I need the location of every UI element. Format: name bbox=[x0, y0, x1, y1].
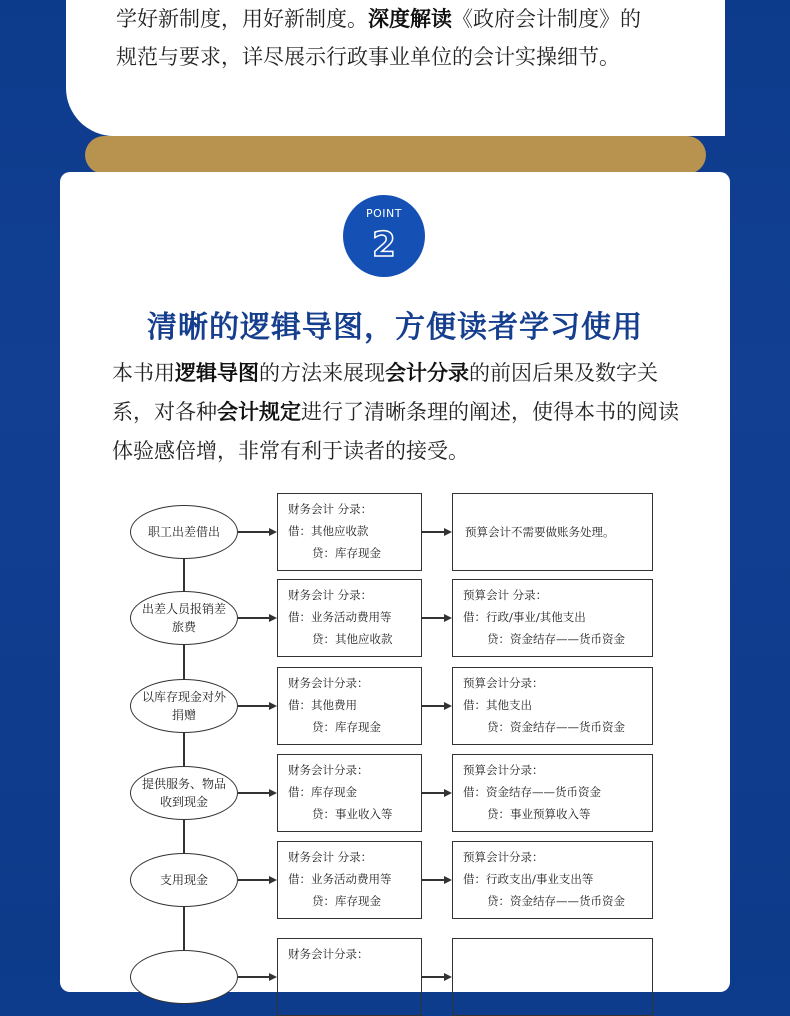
budget-entry-line: 预算会计 分录： bbox=[463, 588, 548, 602]
intro-text-3: 规范与要求，详尽展示行政事业单位的会计实操细节。 bbox=[116, 45, 620, 69]
financial-entry-line: 财务会计分录： bbox=[288, 947, 369, 961]
financial-entry-box bbox=[277, 938, 422, 1016]
financial-entry-box bbox=[277, 493, 422, 571]
financial-entry-line: 贷：其他应收款 bbox=[312, 632, 393, 646]
desc-text-2: 的方法来展现 bbox=[259, 361, 385, 385]
intro-card bbox=[66, 0, 725, 136]
flow-arrow-icon bbox=[269, 789, 277, 797]
flow-arrow-icon bbox=[444, 528, 452, 536]
flow-arrow-icon bbox=[269, 614, 277, 622]
flow-event-oval bbox=[130, 853, 238, 907]
budget-entry-line: 贷：资金结存——货币资金 bbox=[487, 720, 625, 734]
financial-entry-box bbox=[277, 754, 422, 832]
financial-entry-line: 财务会计分录： bbox=[288, 763, 369, 777]
feature-heading: 清晰的逻辑导图，方便读者学习使用 bbox=[147, 310, 643, 345]
financial-entry-box bbox=[277, 841, 422, 919]
flow-arrow-icon bbox=[269, 876, 277, 884]
flow-connector bbox=[422, 617, 444, 619]
budget-entry-line: 借：行政/事业/其他支出 bbox=[463, 610, 586, 624]
flow-arrow-icon bbox=[444, 876, 452, 884]
gold-strip bbox=[104, 136, 687, 174]
financial-entry-box bbox=[277, 579, 422, 657]
flow-arrow-icon bbox=[269, 702, 277, 710]
intro-text bbox=[116, 0, 716, 76]
budget-entry-line: 预算会计分录： bbox=[463, 763, 544, 777]
flow-connector bbox=[238, 705, 269, 707]
financial-entry-line: 财务会计 分录： bbox=[288, 502, 373, 516]
desc-bold-1: 逻辑导图 bbox=[175, 361, 259, 385]
desc-bold-2: 会计分录 bbox=[385, 361, 469, 385]
desc-text-3: 的前因后果及数字关系，对各种 bbox=[112, 361, 658, 424]
financial-entry-line: 借：其他费用 bbox=[288, 698, 357, 712]
flow-event-oval bbox=[130, 505, 238, 559]
budget-entry-box bbox=[452, 754, 653, 832]
flow-connector bbox=[238, 879, 269, 881]
financial-entry-line: 借：库存现金 bbox=[288, 785, 357, 799]
budget-entry-line: 贷：事业预算收入等 bbox=[487, 807, 591, 821]
feature-card bbox=[60, 172, 730, 992]
budget-entry-box bbox=[452, 938, 653, 1016]
point-badge-number: 2 bbox=[372, 225, 396, 265]
financial-entry-line: 财务会计分录： bbox=[288, 676, 369, 690]
budget-entry-line: 贷：资金结存——货币资金 bbox=[487, 894, 625, 908]
intro-text-1: 学好新制度，用好新制度。 bbox=[116, 7, 368, 31]
point-badge bbox=[343, 195, 425, 277]
desc-bold-3: 会计规定 bbox=[217, 400, 301, 424]
flow-connector bbox=[422, 792, 444, 794]
budget-entry-line: 预算会计不需要做账务处理。 bbox=[465, 525, 615, 539]
intro-text-2: 《政府会计制度》的 bbox=[452, 7, 641, 31]
flow-connector bbox=[238, 617, 269, 619]
financial-entry-line: 贷：库存现金 bbox=[312, 546, 381, 560]
budget-entry-line: 借：行政支出/事业支出等 bbox=[463, 872, 594, 886]
flow-connector bbox=[422, 879, 444, 881]
budget-entry-line: 贷：资金结存——货币资金 bbox=[487, 632, 625, 646]
flow-connector bbox=[422, 531, 444, 533]
budget-entry-line: 预算会计分录： bbox=[463, 676, 544, 690]
financial-entry-line: 贷：库存现金 bbox=[312, 720, 381, 734]
flow-connector bbox=[238, 976, 269, 978]
point-badge-label: POINT bbox=[366, 207, 402, 220]
desc-text-4: 进行了清晰条理的阐述，使得本书的阅读体验感倍增，非常有利于读者的接受。 bbox=[112, 400, 679, 463]
financial-entry-line: 财务会计 分录： bbox=[288, 850, 373, 864]
feature-description bbox=[112, 354, 692, 471]
flow-arrow-icon bbox=[444, 789, 452, 797]
flow-event-label: 职工出差借出 bbox=[147, 525, 220, 539]
flow-event-oval bbox=[130, 950, 238, 1004]
flow-connector bbox=[422, 976, 444, 978]
flow-event-label: 出差人员报销差旅费 bbox=[141, 602, 226, 634]
financial-entry-line: 贷：事业收入等 bbox=[312, 807, 393, 821]
intro-bold-1: 深度解读 bbox=[368, 7, 452, 31]
budget-entry-line: 借：其他支出 bbox=[463, 698, 532, 712]
budget-entry-box bbox=[452, 579, 653, 657]
budget-entry-box bbox=[452, 841, 653, 919]
flow-arrow-icon bbox=[444, 973, 452, 981]
flow-connector bbox=[238, 531, 269, 533]
budget-entry-line: 预算会计分录： bbox=[463, 850, 544, 864]
financial-entry-line: 借：业务活动费用等 bbox=[288, 872, 392, 886]
flow-connector bbox=[238, 792, 269, 794]
budget-entry-line: 借：资金结存——货币资金 bbox=[463, 785, 601, 799]
flow-event-label: 提供服务、物品收到现金 bbox=[141, 777, 226, 809]
financial-entry-line: 借：业务活动费用等 bbox=[288, 610, 392, 624]
flow-event-label: 以库存现金对外捐赠 bbox=[141, 690, 226, 722]
flow-arrow-icon bbox=[269, 973, 277, 981]
flow-arrow-icon bbox=[269, 528, 277, 536]
flow-event-oval bbox=[130, 591, 238, 645]
financial-entry-line: 贷：库存现金 bbox=[312, 894, 381, 908]
financial-entry-line: 财务会计 分录： bbox=[288, 588, 373, 602]
flow-arrow-icon bbox=[444, 702, 452, 710]
budget-entry-box bbox=[452, 493, 653, 571]
flow-arrow-icon bbox=[444, 614, 452, 622]
flow-connector bbox=[422, 705, 444, 707]
financial-entry-line: 借：其他应收款 bbox=[288, 524, 369, 538]
financial-entry-box bbox=[277, 667, 422, 745]
budget-entry-box bbox=[452, 667, 653, 745]
desc-text-1: 本书用 bbox=[112, 361, 175, 385]
flow-event-label: 支用现金 bbox=[159, 873, 208, 887]
flow-event-oval bbox=[130, 766, 238, 820]
flow-event-oval bbox=[130, 679, 238, 733]
